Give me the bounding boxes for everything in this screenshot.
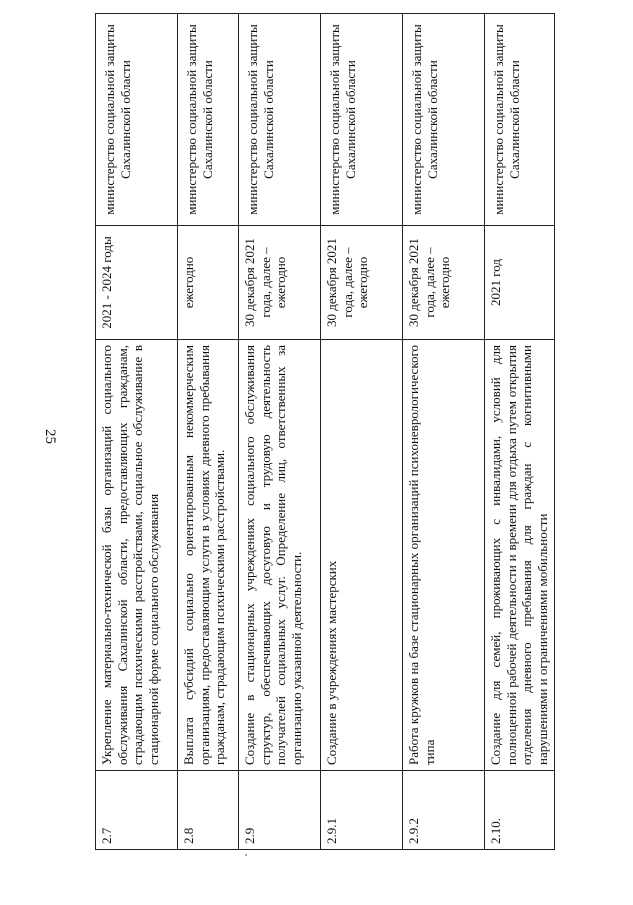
- responsible-org: министерство социальной защиты Сахалинской области: [96, 14, 178, 226]
- table-row: [239, 14, 321, 850]
- row-number: 2.8: [178, 771, 239, 850]
- table-row: [178, 14, 239, 850]
- measure-description: Выплата субсидий социально ориентированным некоммерческим организациям, предоставляющим услуги в условиях дневного пребывания гражданам, страдающим психическими расстройствами.: [178, 340, 239, 771]
- measure-description: Работа кружков на базе стационарных организаций психоневрологического типа: [403, 340, 485, 771]
- page-number: 25: [42, 429, 58, 444]
- deadline-cell: 30 декабря 2021 года, далее – ежегодно: [321, 226, 403, 340]
- measure-description: Создание для семей, проживающих с инвалидами, условий для полноценной рабочей деятельности и времени для отдыха путем открытия отделения дневного пребывания для граждан с когнитивными нарушениями и ограничениями мобильности: [485, 340, 555, 771]
- responsible-org: министерство социальной защиты Сахалинской области: [178, 14, 239, 226]
- responsible-org: министерство социальной защиты Сахалинской области: [403, 14, 485, 226]
- row-number: 2.9.2: [403, 771, 485, 850]
- deadline-cell: 2021 год: [485, 226, 555, 340]
- measures-table-rotated: [95, 24, 554, 850]
- scan-speck: [245, 854, 247, 856]
- row-number: 2.9: [239, 771, 321, 850]
- deadline-cell: 2021 - 2024 годы: [96, 226, 178, 340]
- deadline-cell: 30 декабря 2021 года, далее – ежегодно: [239, 226, 321, 340]
- table-row: [96, 14, 178, 850]
- row-number: 2.10.: [485, 771, 555, 850]
- measures-table: [95, 13, 555, 850]
- measure-description: Создание в учреждениях мастерских: [321, 340, 403, 771]
- responsible-org: министерство социальной защиты Сахалинской области: [485, 14, 555, 226]
- deadline-cell: 30 декабря 2021 года, далее – ежегодно: [403, 226, 485, 340]
- responsible-org: министерство социальной защиты Сахалинской области: [239, 14, 321, 226]
- row-number: 2.9.1: [321, 771, 403, 850]
- measure-description: Создание в стационарных учреждениях социального обслуживания структур, обеспечивающих досуговую и трудовую деятельность получателей социальных услуг. Определение лиц, ответственных за организацию указанной деятельности.: [239, 340, 321, 771]
- responsible-org: министерство социальной защиты Сахалинской области: [321, 14, 403, 226]
- measure-description: Укрепление материально-технической базы организаций социального обслуживания Сахалинской области, предоставляющих гражданам, страдающим психическими расстройствами, социальное обслуживание в стационарной форме социального обслуживания: [96, 340, 178, 771]
- deadline-cell: ежегодно: [178, 226, 239, 340]
- table-row: [403, 14, 485, 850]
- row-number: 2.7: [96, 771, 178, 850]
- table-row: [321, 14, 403, 850]
- table-row: [485, 14, 555, 850]
